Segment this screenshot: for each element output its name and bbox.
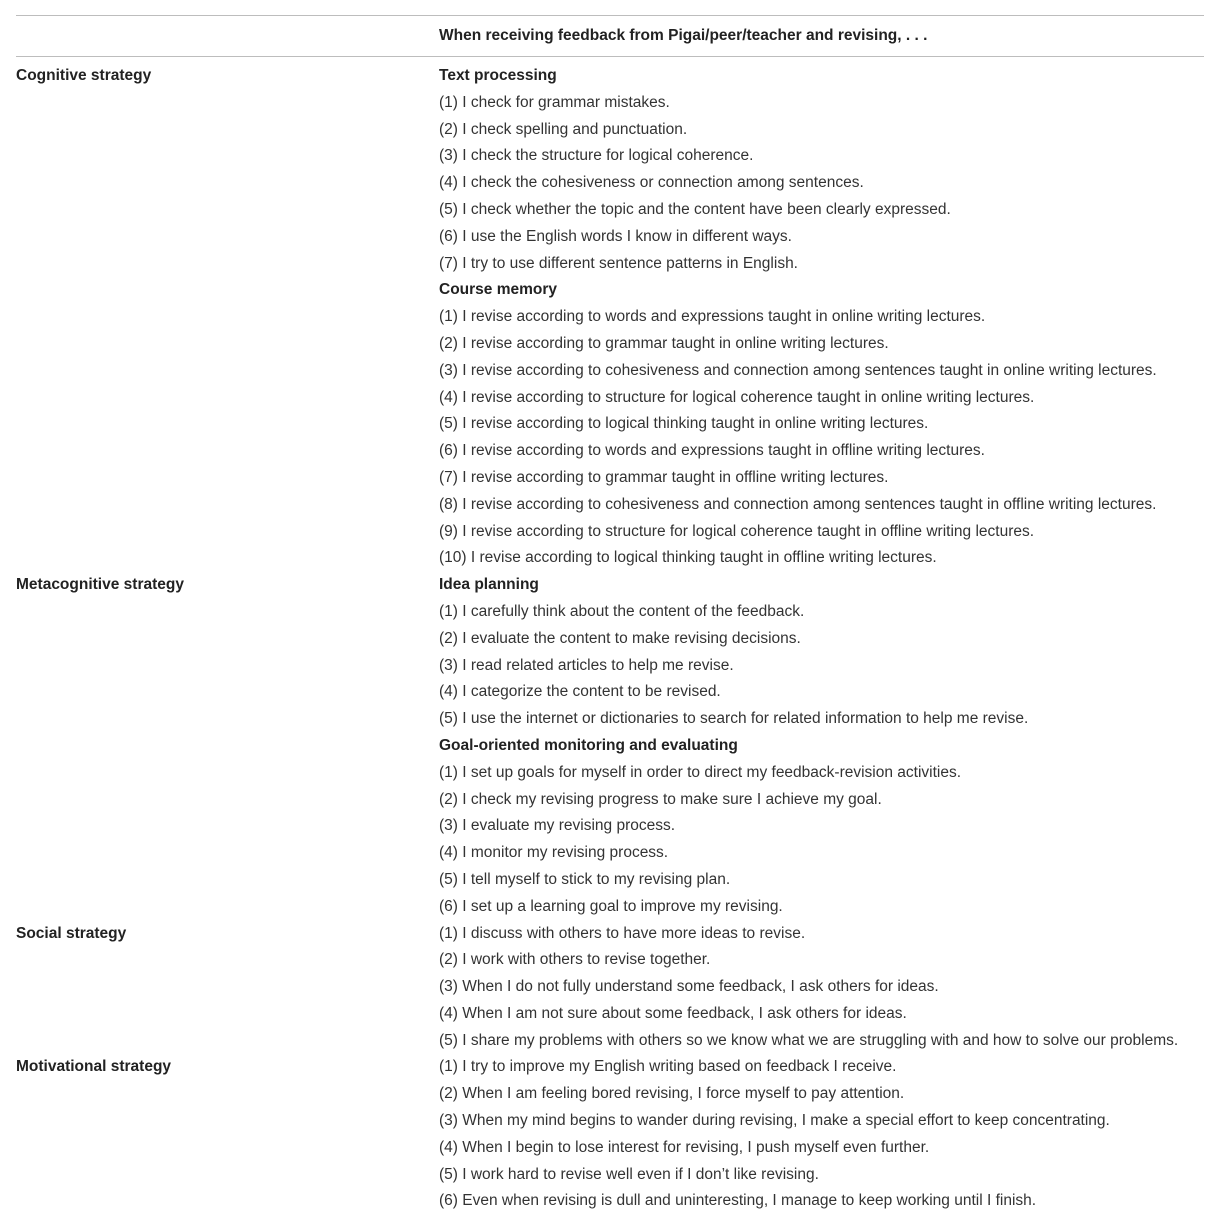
strategy-group <box>16 921 1204 1055</box>
strategy-category: Metacognitive strategy <box>16 576 184 594</box>
strategy-item: (1) I set up goals for myself in order to direct my feedback-revision activities. <box>439 763 962 781</box>
strategy-item: (4) I revise according to structure for logical coherence taught in online writing lectures. <box>439 388 1035 406</box>
strategy-item: (7) I try to use different sentence patterns in English. <box>439 254 798 272</box>
strategy-group <box>16 63 1204 572</box>
strategy-items <box>439 572 1204 920</box>
strategy-item: (5) I share my problems with others so we know what we are struggling with and how to solve our problems. <box>439 1031 1179 1049</box>
strategy-item: (5) I tell myself to stick to my revising plan. <box>439 870 731 888</box>
header-rule <box>16 56 1204 57</box>
strategy-item: (4) When I begin to lose interest for revising, I push myself even further. <box>439 1138 930 1156</box>
strategy-item: (3) I revise according to cohesiveness and connection among sentences taught in online writing lectures. <box>439 361 1157 379</box>
strategy-item: (5) I use the internet or dictionaries to search for related information to help me revise. <box>439 710 1029 728</box>
strategy-item: (6) I revise according to words and expressions taught in offline writing lectures. <box>439 442 985 460</box>
table-header-row <box>16 16 1204 56</box>
strategy-item: (2) I revise according to grammar taught in online writing lectures. <box>439 334 889 352</box>
strategy-item: (5) I work hard to revise well even if I don’t like revising. <box>439 1165 819 1183</box>
subcategory-heading: Goal-oriented monitoring and evaluating <box>439 736 738 754</box>
strategy-item: (3) I read related articles to help me revise. <box>439 656 734 674</box>
subcategory-heading: Course memory <box>439 281 558 299</box>
strategy-items <box>439 63 1204 572</box>
strategy-item: (4) I monitor my revising process. <box>439 844 669 862</box>
strategy-item: (2) I check spelling and punctuation. <box>439 120 688 138</box>
strategy-item: (6) Even when revising is dull and uninteresting, I manage to keep working until I finish. <box>439 1192 1037 1210</box>
strategy-group <box>16 1054 1204 1215</box>
strategy-item: (3) I check the structure for logical coherence. <box>439 147 754 165</box>
strategy-items <box>439 921 1204 1055</box>
strategy-item: (2) I check my revising progress to make sure I achieve my goal. <box>439 790 882 808</box>
table-body <box>16 63 1204 1215</box>
table-header-text: When receiving feedback from Pigai/peer/teacher and revising, . . . <box>439 27 928 44</box>
strategy-item: (4) When I am not sure about some feedback, I ask others for ideas. <box>439 1004 907 1022</box>
strategy-item: (10) I revise according to logical thinking taught in offline writing lectures. <box>439 549 937 567</box>
strategy-category: Motivational strategy <box>16 1058 172 1076</box>
strategy-item: (2) When I am feeling bored revising, I force myself to pay attention. <box>439 1085 905 1103</box>
strategy-item: (2) I evaluate the content to make revising decisions. <box>439 629 801 647</box>
strategy-item: (1) I check for grammar mistakes. <box>439 93 670 111</box>
strategy-item: (7) I revise according to grammar taught in offline writing lectures. <box>439 468 889 486</box>
strategy-table <box>16 15 1204 1215</box>
strategy-group <box>16 572 1204 920</box>
strategy-item: (4) I check the cohesiveness or connection among sentences. <box>439 174 864 192</box>
strategy-item: (1) I carefully think about the content of the feedback. <box>439 602 805 620</box>
strategy-item: (5) I check whether the topic and the content have been clearly expressed. <box>439 200 951 218</box>
strategy-item: (1) I discuss with others to have more ideas to revise. <box>439 924 806 942</box>
strategy-item: (6) I use the English words I know in different ways. <box>439 227 792 245</box>
strategy-item: (1) I try to improve my English writing based on feedback I receive. <box>439 1058 897 1076</box>
strategy-item: (6) I set up a learning goal to improve my revising. <box>439 897 783 915</box>
subcategory-heading: Text processing <box>439 67 557 84</box>
strategy-item: (3) When my mind begins to wander during revising, I make a special effort to keep concentrating. <box>439 1112 1110 1130</box>
strategy-item: (3) I evaluate my revising process. <box>439 817 676 835</box>
strategy-item: (9) I revise according to structure for logical coherence taught in offline writing lectures. <box>439 522 1035 540</box>
strategy-item: (8) I revise according to cohesiveness and connection among sentences taught in offline writing lectures. <box>439 495 1157 513</box>
strategy-item: (2) I work with others to revise together. <box>439 951 711 969</box>
strategy-item: (3) When I do not fully understand some feedback, I ask others for ideas. <box>439 978 939 996</box>
strategy-items <box>439 1054 1204 1215</box>
strategy-item: (5) I revise according to logical thinking taught in online writing lectures. <box>439 415 929 433</box>
strategy-category: Social strategy <box>16 924 127 942</box>
strategy-item: (4) I categorize the content to be revised. <box>439 683 721 701</box>
strategy-category: Cognitive strategy <box>16 67 152 84</box>
subcategory-heading: Idea planning <box>439 576 539 594</box>
strategy-item: (1) I revise according to words and expressions taught in online writing lectures. <box>439 308 986 326</box>
